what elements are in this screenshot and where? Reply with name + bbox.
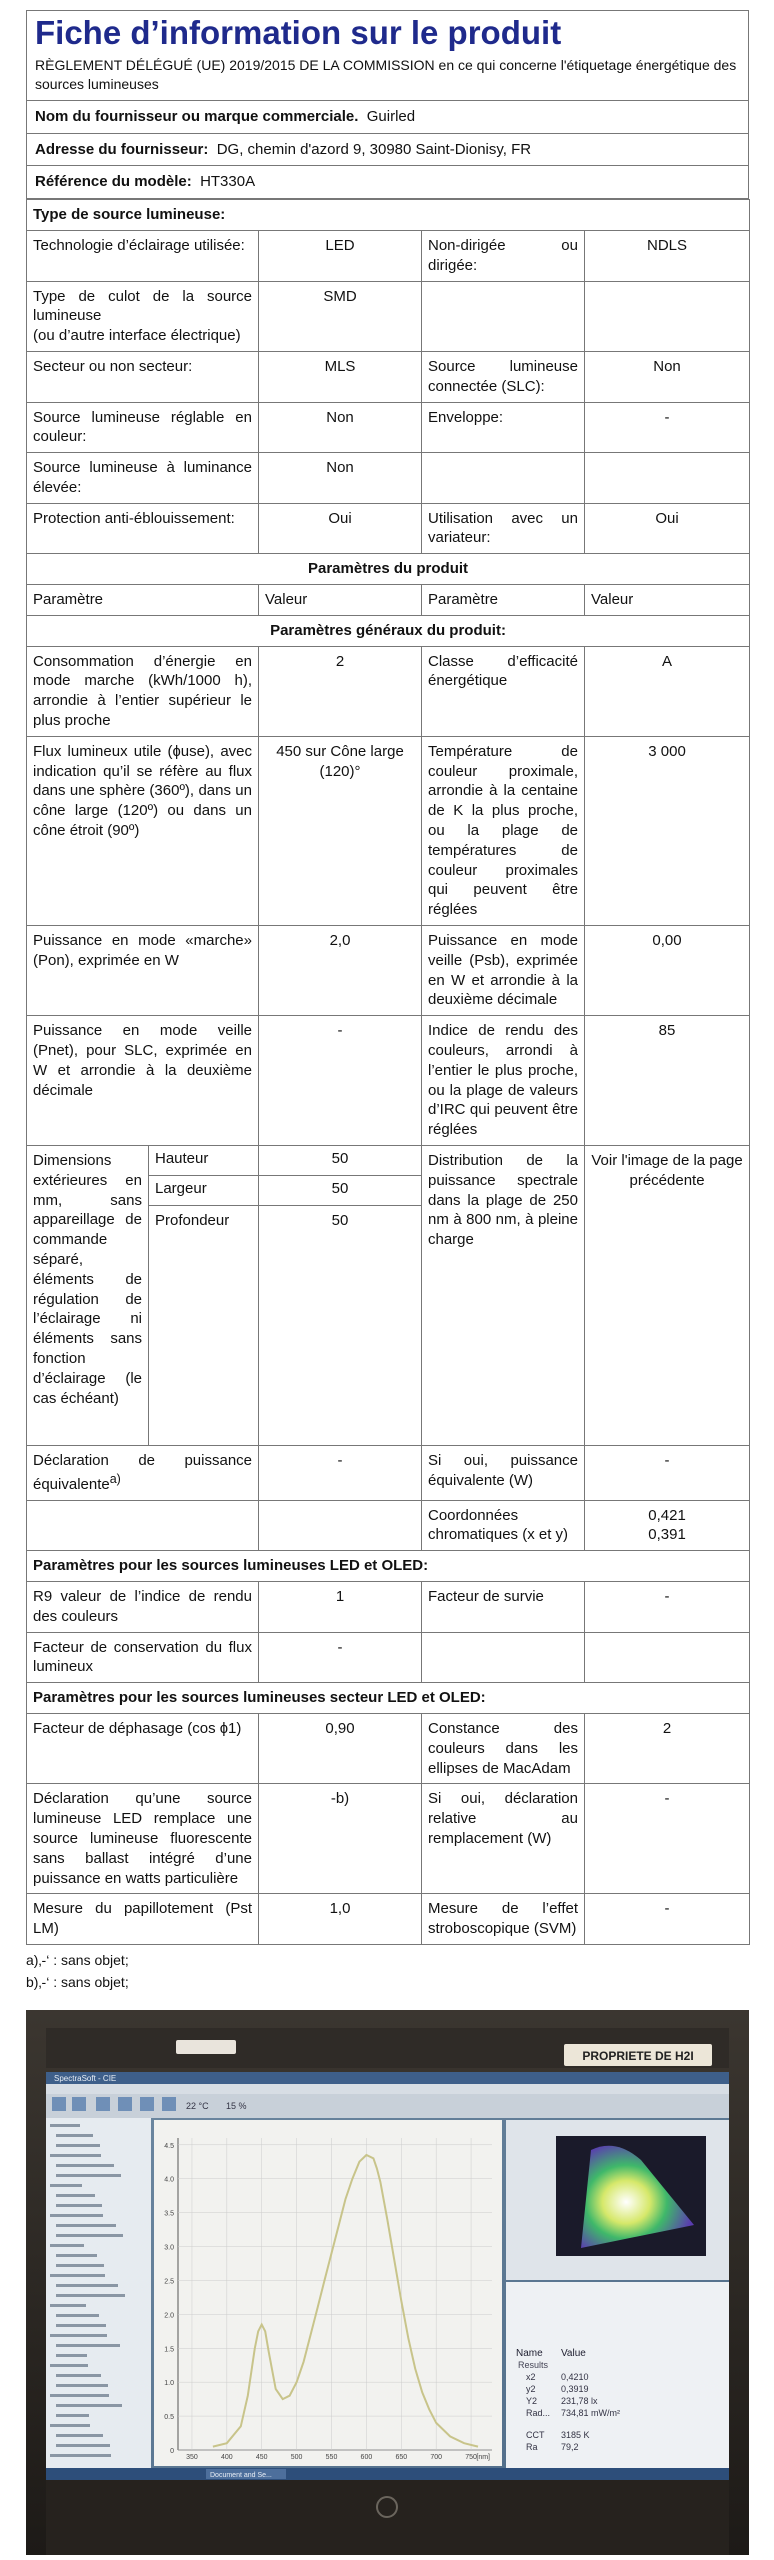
light-source-value: SMD — [259, 281, 422, 351]
left-panel-line — [56, 2354, 87, 2357]
x-tick-label: 350 — [186, 2454, 198, 2461]
footnotes — [26, 1949, 749, 1994]
light-source-value: Non — [259, 402, 422, 453]
left-panel-line — [50, 2214, 103, 2217]
led-oled-param-label: Facteur de survie — [422, 1581, 585, 1632]
x-tick-label: 500 — [290, 2454, 303, 2461]
light-source-value: Non — [259, 453, 422, 504]
product-param-label: Puissance en mode «marche» (Pon), exprimée en W — [27, 926, 259, 1016]
page-title: Fiche d’information sur le produit — [35, 14, 562, 51]
spectrum-chart-area — [154, 2120, 502, 2466]
result-value: 3185 K — [561, 2430, 590, 2440]
x-tick-label: 700 — [430, 2454, 443, 2461]
result-name: y2 — [526, 2384, 536, 2394]
chroma-y: 0,391 — [648, 1526, 686, 1544]
spec-table — [26, 199, 750, 1945]
col-param-1: Paramètre — [27, 585, 259, 616]
results-panel — [506, 2282, 729, 2468]
window-titlebar — [46, 2072, 729, 2084]
small-sticker — [176, 2040, 236, 2054]
led-oled-param-value: - — [259, 1632, 422, 1683]
product-param-value: 2,0 — [259, 926, 422, 1016]
left-panel-line — [50, 2154, 101, 2157]
left-panel-line — [56, 2254, 97, 2257]
mains-led-param-value: - — [585, 1784, 750, 1894]
result-value: 734,81 mW/m² — [561, 2408, 621, 2418]
product-param-row — [27, 1016, 750, 1146]
left-panel-line — [50, 2304, 86, 2307]
left-panel-line — [56, 2204, 102, 2207]
mains-led-section-title: Paramètres pour les sources lumineuses secteur LED et OLED: — [27, 1683, 750, 1714]
product-param-label: Puissance en mode veille (Pnet), pour SLC, exprimée en W et arrondie à la deuxième décimale — [27, 1016, 259, 1146]
left-panel-line — [50, 2274, 105, 2277]
mains-led-param-value: -b) — [259, 1784, 422, 1894]
light-source-label — [422, 281, 585, 351]
footnote-a: a)‚-‘ : sans objet; — [26, 1951, 129, 1968]
y-tick-label: 3.5 — [164, 2210, 174, 2218]
light-source-value — [585, 281, 750, 351]
led-oled-param-label — [422, 1632, 585, 1683]
led-oled-param-value — [585, 1632, 750, 1683]
light-source-value: NDLS — [585, 230, 750, 281]
mains-led-param-value: 2 — [585, 1713, 750, 1783]
x-tick-label: 750 — [465, 2454, 477, 2461]
left-panel-line — [50, 2454, 111, 2457]
light-source-label: Secteur ou non secteur: — [27, 351, 259, 402]
left-panel-line — [56, 2284, 118, 2287]
product-params-title: Paramètres du produit — [27, 554, 750, 585]
light-source-label: Enveloppe: — [422, 402, 585, 453]
result-name: Rad... — [526, 2408, 551, 2418]
x-tick-label: 600 — [360, 2454, 373, 2461]
light-source-label — [422, 453, 585, 504]
result-name: Ra — [526, 2442, 538, 2452]
mains-led-param-label: Mesure de l’effet stroboscopique (SVM) — [422, 1894, 585, 1945]
y-tick-label: 2.5 — [164, 2278, 174, 2286]
light-source-label: Technologie d’éclairage utilisée: — [27, 230, 259, 281]
left-panel-line — [50, 2364, 88, 2367]
supplier-address-row — [26, 134, 749, 167]
led-oled-param-value: - — [585, 1581, 750, 1632]
product-param-value: - — [259, 1016, 422, 1146]
product-param-label: Indice de rendu des couleurs, arrondi à l’entier le plus proche, ou la plage de valeurs d’IRC qui peuvent être réglées — [422, 1016, 585, 1146]
col-value-2: Valeur — [585, 585, 750, 616]
light-source-label: Source lumineuse réglable en couleur: — [27, 402, 259, 453]
equiv-power-footnote: a) — [109, 1471, 121, 1486]
product-param-value: 85 — [585, 1016, 750, 1146]
product-param-label: Flux lumineux utile (ɸuse), avec indication qu’il se réfère au flux dans une sphère (360º), dans un cône large (120º) ou dans un cône étroit (90º) — [27, 736, 259, 925]
regulation-subtitle: RÈGLEMENT DÉLÉGUÉ (UE) 2019/2015 DE LA COMMISSION en ce qui concerne l'étiquetage énergétique des sources lumineuses — [35, 56, 737, 92]
light-source-row — [27, 351, 750, 402]
light-source-value: Non — [585, 351, 750, 402]
col-value-1: Valeur — [259, 585, 422, 616]
menu-bar — [46, 2084, 729, 2094]
product-param-label: Puissance en mode veille (Psb), exprimée en W et arrondie à la deuxième décimale — [422, 926, 585, 1016]
left-panel-line — [56, 2314, 99, 2317]
y-tick-label: 3.0 — [164, 2244, 174, 2252]
led-oled-param-label: Facteur de conservation du flux lumineux — [27, 1632, 259, 1683]
result-name: CCT — [526, 2430, 545, 2440]
result-name: Y2 — [526, 2396, 538, 2406]
mains-led-param-value: - — [585, 1894, 750, 1945]
results-header-value: Value — [561, 2348, 586, 2359]
light-source-label: Source lumineuse à luminance élevée: — [27, 453, 259, 504]
y-tick-label: 1.0 — [164, 2380, 174, 2388]
left-panel-line — [56, 2384, 108, 2387]
empty-cell — [259, 1500, 422, 1551]
led-oled-row — [27, 1632, 750, 1683]
humidity-readout: 15 % — [226, 2101, 247, 2111]
light-source-label: Source lumineuse connectée (SLC): — [422, 351, 585, 402]
mains-led-param-label: Facteur de déphasage (cos ɸ1) — [27, 1713, 259, 1783]
light-source-row — [27, 503, 750, 554]
empty-cell — [27, 1500, 259, 1551]
left-panel-line — [56, 2404, 122, 2407]
left-panel-line — [50, 2394, 109, 2397]
light-source-value — [585, 453, 750, 504]
light-source-label: Protection anti-éblouissement: — [27, 503, 259, 554]
x-tick-label: 650 — [395, 2454, 408, 2461]
y-tick-label: 4.0 — [164, 2176, 174, 2184]
chroma-x: 0,421 — [648, 1506, 686, 1524]
left-panel-line — [56, 2264, 104, 2267]
mains-led-row — [27, 1784, 750, 1894]
light-source-row — [27, 453, 750, 504]
light-source-section-title: Type de source lumineuse: — [27, 200, 750, 231]
chroma-values — [585, 1500, 750, 1551]
left-panel-line — [50, 2424, 90, 2427]
height-label: Hauteur — [149, 1146, 259, 1176]
result-value: 0,4210 — [561, 2372, 589, 2382]
light-source-row — [27, 281, 750, 351]
left-panel-line — [56, 2324, 106, 2327]
left-panel-line — [56, 2434, 103, 2437]
width-value: 50 — [259, 1176, 422, 1206]
model-ref-value: HT330A — [200, 173, 256, 191]
product-param-label: Température de couleur proximale, arrondie à la centaine de K la plus proche, ou la plage de températures de couleur proximales qui peuvent être réglées — [422, 736, 585, 925]
result-value: 231,78 lx — [561, 2396, 598, 2406]
light-source-value: MLS — [259, 351, 422, 402]
spd-label: Distribution de la puissance spectrale dans la plage de 250 nm à 800 nm, à pleine charge — [422, 1146, 585, 1446]
taskbar-item-label: Document and Se... — [210, 2472, 272, 2479]
y-tick-label: 1.5 — [164, 2346, 174, 2354]
led-oled-param-label: R9 valeur de l’indice de rendu des couleurs — [27, 1581, 259, 1632]
property-sticker-text: PROPRIETE DE H2I — [582, 2049, 694, 2063]
y-tick-label: 2.0 — [164, 2312, 174, 2320]
left-panel-line — [56, 2294, 125, 2297]
left-panel-line — [50, 2184, 82, 2187]
supplier-address-value: DG, chemin d'azord 9, 30980 Saint-Dionisy, FR — [216, 140, 532, 158]
supplier-name-value: Guirled — [366, 107, 416, 125]
result-value: 79,2 — [561, 2442, 579, 2452]
width-label: Largeur — [149, 1176, 259, 1206]
led-oled-section-title: Paramètres pour les sources lumineuses LED et OLED: — [27, 1551, 750, 1582]
spectrometer-photo — [26, 2010, 749, 2555]
light-source-value: - — [585, 402, 750, 453]
x-tick-label: 550 — [325, 2454, 338, 2461]
left-panel-line — [56, 2134, 93, 2137]
equiv-power-label — [27, 1446, 259, 1501]
left-panel-line — [56, 2224, 116, 2227]
equiv-power-value: - — [259, 1446, 422, 1501]
led-oled-param-value: 1 — [259, 1581, 422, 1632]
light-source-label: Non-dirigée ou dirigée: — [422, 230, 585, 281]
mains-led-param-label: Mesure du papillotement (Pst LM) — [27, 1894, 259, 1945]
left-panel-line — [56, 2414, 89, 2417]
supplier-name-row — [26, 101, 749, 134]
result-value: 0,3919 — [561, 2384, 589, 2394]
mains-led-row — [27, 1713, 750, 1783]
depth-label: Profondeur — [149, 1206, 259, 1446]
light-source-row — [27, 230, 750, 281]
header — [26, 10, 749, 101]
chroma-label: Coordonnées chromatiques (x et y) — [422, 1500, 585, 1551]
product-param-value: 450 sur Cône large (120)° — [259, 736, 422, 925]
mains-led-param-value: 1,0 — [259, 1894, 422, 1945]
temperature-readout: 22 °C — [186, 2101, 209, 2111]
product-param-row — [27, 646, 750, 736]
supplier-address-label: Adresse du fournisseur: — [35, 140, 209, 158]
depth-value: 50 — [259, 1206, 422, 1446]
left-panel-line — [56, 2234, 123, 2237]
model-ref-row — [26, 166, 749, 199]
mains-led-param-value: 0,90 — [259, 1713, 422, 1783]
product-param-value: 2 — [259, 646, 422, 736]
equiv-watt-value: - — [585, 1446, 750, 1501]
x-tick-label: 450 — [255, 2454, 268, 2461]
product-param-row — [27, 926, 750, 1016]
left-panel-line — [56, 2374, 101, 2377]
x-tick-label: 400 — [221, 2454, 233, 2461]
results-header-name: Name — [516, 2348, 543, 2359]
left-panel-line — [56, 2344, 120, 2347]
x-axis-label: [nm] — [476, 2454, 490, 2461]
light-source-label: Type de culot de la source lumineuse (ou d’autre interface électrique) — [27, 281, 259, 351]
height-value: 50 — [259, 1146, 422, 1176]
led-oled-row — [27, 1581, 750, 1632]
left-panel-line — [50, 2244, 84, 2247]
product-param-label: Consommation d’énergie en mode marche (kWh/1000 h), arrondie à l’entier supérieur le plus proche — [27, 646, 259, 736]
mains-led-param-label: Constance des couleurs dans les ellipses de MacAdam — [422, 1713, 585, 1783]
y-tick-label: 0.5 — [164, 2414, 174, 2422]
result-name: x2 — [526, 2372, 536, 2382]
y-tick-label: 4.5 — [164, 2142, 174, 2150]
mains-led-row — [27, 1894, 750, 1945]
product-param-value: A — [585, 646, 750, 736]
left-panel-line — [50, 2334, 107, 2337]
light-source-row — [27, 402, 750, 453]
dimensions-label: Dimensions extérieures en mm, sans appareillage de commande séparé, éléments de régulation de l’éclairage ni éléments sans fonction d’éclairage (le cas échéant) — [27, 1146, 149, 1446]
light-source-label: Utilisation avec un variateur: — [422, 503, 585, 554]
y-tick-label: 0 — [170, 2448, 174, 2455]
spd-value: Voir l'image de la page précédente — [585, 1146, 750, 1446]
left-panel-line — [50, 2124, 80, 2127]
results-group: Results — [518, 2360, 549, 2370]
left-panel-line — [56, 2174, 121, 2177]
equiv-power-text: Déclaration de puissance équivalente — [33, 1452, 252, 1493]
light-source-value: LED — [259, 230, 422, 281]
product-param-value: 3 000 — [585, 736, 750, 925]
light-source-value: Oui — [585, 503, 750, 554]
product-param-label: Classe d’efficacité énergétique — [422, 646, 585, 736]
left-panel-line — [56, 2194, 95, 2197]
footnote-b: b)‚-‘ : sans objet; — [26, 1974, 129, 1991]
col-param-2: Paramètre — [422, 585, 585, 616]
left-panel-line — [56, 2144, 100, 2147]
mains-led-param-label: Si oui, déclaration relative au remplacement (W) — [422, 1784, 585, 1894]
product-param-value: 0,00 — [585, 926, 750, 1016]
left-panel-line — [56, 2444, 110, 2447]
supplier-name-label: Nom du fournisseur ou marque commerciale. — [35, 107, 359, 125]
taskbar — [46, 2468, 729, 2480]
model-ref-label: Référence du modèle: — [35, 173, 192, 191]
light-source-value: Oui — [259, 503, 422, 554]
window-title: SpectraSoft - CIE — [54, 2074, 117, 2083]
product-param-row — [27, 736, 750, 925]
product-sheet — [26, 10, 749, 1994]
mains-led-param-label: Déclaration qu’une source lumineuse LED remplace une source lumineuse fluorescente sans ballast intégré d’une puissance en watts particulière — [27, 1784, 259, 1894]
equiv-watt-label: Si oui, puissance équivalente (W) — [422, 1446, 585, 1501]
left-panel-line — [56, 2164, 114, 2167]
general-params-title: Paramètres généraux du produit: — [27, 615, 750, 646]
